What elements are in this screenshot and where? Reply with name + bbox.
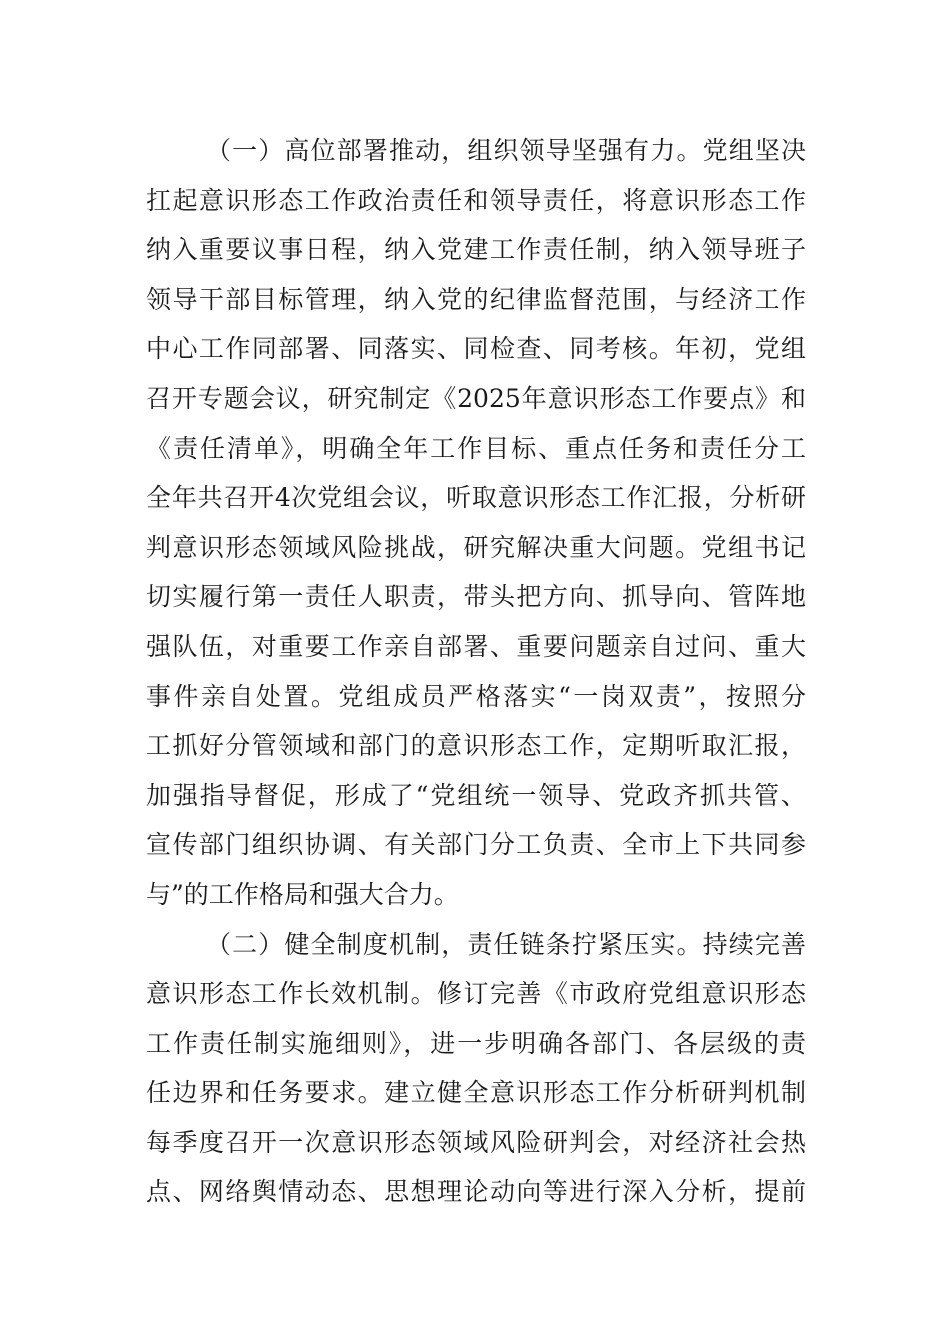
text-line: 加强指导督促，形成了“党组统一领导、党政齐抓共管、 bbox=[146, 780, 806, 810]
text-line: 任边界和任务要求。建立健全意识形态工作分析研判机制 bbox=[146, 1078, 806, 1108]
text-line: 意识形态工作长效机制。修订完善《市政府党组意识形态 bbox=[146, 979, 806, 1009]
document-body bbox=[146, 126, 806, 1217]
text-line: 判意识形态领域风险挑战，研究解决重大问题。党组书记 bbox=[146, 532, 806, 562]
text-line: 全年共召开4次党组会议，听取意识形态工作汇报，分析研 bbox=[146, 483, 806, 513]
text-line: 切实履行第一责任人职责，带头把方向、抓导向、管阵地 bbox=[146, 582, 806, 612]
paragraph-section-2 bbox=[146, 920, 806, 1218]
text-line: 《责任清单》，明确全年工作目标、重点任务和责任分工 bbox=[146, 433, 806, 463]
text-line: 宣传部门组织协调、有关部门分工负责、全市上下共同参 bbox=[146, 830, 806, 860]
text-line: 领导干部目标管理，纳入党的纪律监督范围，与经济工作 bbox=[146, 284, 806, 314]
text-line: （一）高位部署推动，组织领导坚强有力。党组坚决 bbox=[206, 136, 806, 165]
text-line: 召开专题会议，研究制定《2025年意识形态工作要点》和 bbox=[146, 383, 806, 413]
text-line: 与”的工作格局和强大合力。 bbox=[146, 879, 459, 909]
text-line: 工抓好分管领域和部门的意识形态工作，定期听取汇报， bbox=[146, 731, 806, 761]
text-line: 纳入重要议事日程，纳入党建工作责任制，纳入领导班子 bbox=[146, 235, 806, 265]
text-line: 扛起意识形态工作政治责任和领导责任，将意识形态工作 bbox=[146, 185, 806, 215]
text-line: 事件亲自处置。党组成员严格落实“一岗双责”，按照分 bbox=[146, 681, 806, 711]
text-line: （二）健全制度机制，责任链条拧紧压实。持续完善 bbox=[206, 929, 806, 959]
text-line: 中心工作同部署、同落实、同检查、同考核。年初，党组 bbox=[146, 334, 806, 364]
text-line: 每季度召开一次意识形态领域风险研判会，对经济社会热 bbox=[146, 1127, 806, 1157]
text-line: 工作责任制实施细则》，进一步明确各部门、各层级的责 bbox=[146, 1028, 806, 1058]
paragraph-section-1 bbox=[146, 126, 806, 920]
text-line: 强队伍，对重要工作亲自部署、重要问题亲自过问、重大 bbox=[146, 631, 806, 661]
text-line: 点、网络舆情动态、思想理论动向等进行深入分析，提前 bbox=[146, 1177, 806, 1207]
